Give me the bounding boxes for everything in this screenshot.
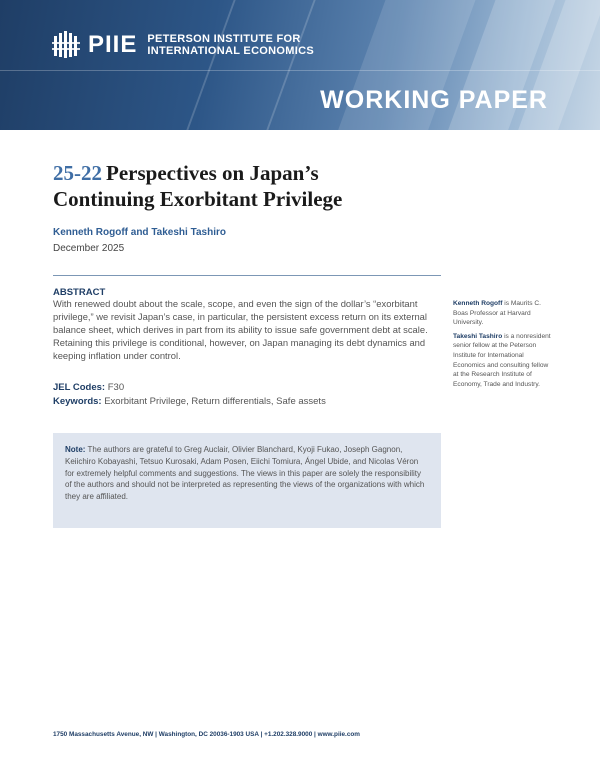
paper-number: 25-22 bbox=[53, 161, 102, 185]
paper-title bbox=[53, 160, 473, 212]
author-bio-text: is a nonresident senior fellow at the Peterson Institute for International Economics and consulting fellow at the Research Institute of Economy, Trade and Industry. bbox=[453, 332, 551, 388]
jel-value: F30 bbox=[107, 382, 125, 393]
jel-codes bbox=[53, 382, 124, 393]
author-bio-text: is Maurits C. Boas Professor at Harvard University. bbox=[453, 300, 541, 327]
org-name bbox=[147, 33, 314, 57]
glass-line bbox=[263, 0, 320, 130]
glass-line bbox=[183, 0, 240, 130]
author-bio bbox=[453, 332, 553, 390]
note-label: Note: bbox=[65, 445, 86, 454]
paper-date: December 2025 bbox=[53, 243, 125, 254]
piie-building-logo-icon bbox=[52, 30, 82, 60]
abstract-heading: ABSTRACT bbox=[53, 287, 106, 298]
title-line2: Continuing Exorbitant Privilege bbox=[53, 187, 343, 211]
author-bio-name: Kenneth Rogoff bbox=[453, 300, 503, 307]
acknowledgement-note bbox=[53, 433, 441, 528]
logo-wordmark: PIIE bbox=[88, 31, 138, 58]
author-bio bbox=[453, 299, 553, 328]
note-text bbox=[65, 444, 429, 503]
footer-contact: 1750 Massachusetts Avenue, NW | Washington, DC 20036-1903 USA | +1.202.328.9000 | www.piie.com bbox=[53, 731, 360, 738]
keywords-label: Keywords: bbox=[53, 396, 102, 407]
author-bios bbox=[453, 299, 553, 393]
divider bbox=[53, 275, 441, 276]
paper-authors: Kenneth Rogoff and Takeshi Tashiro bbox=[53, 227, 226, 238]
author-bio-name: Takeshi Tashiro bbox=[453, 332, 503, 340]
org-name-line2: INTERNATIONAL ECONOMICS bbox=[147, 45, 314, 57]
org-name-line1: PETERSON INSTITUTE FOR bbox=[147, 33, 301, 45]
keywords bbox=[53, 396, 326, 407]
series-label: WORKING PAPER bbox=[320, 86, 548, 114]
abstract-body: With renewed doubt about the scale, scope, and even the sign of the dollar’s “exorbitant privilege,” we revisit Japan’s case, in particular, the persistent excess return on its external balance sheet, which derives in part from its ability to issue safe government debt at scale. Retaining this privilege is conditional, however, on Japan managing its debt dynamics and keeping inflation under control. bbox=[53, 298, 428, 361]
note-body: The authors are grateful to Greg Auclair, Olivier Blanchard, Kyoji Fukao, Joseph Gagnon, Keiichiro Kobayashi, Tetsuo Kurosaki, Adam Posen, Eiichi Tomiura, Ángel Ubide, and Nicolas Véron for extremely helpful comments and suggestions. The views in this paper are solely the responsibility of the authors and should not be interpreted as representing the views of the organizations with which they are affiliated. bbox=[65, 445, 425, 502]
keywords-value: Exorbitant Privilege, Return differentials, Safe assets bbox=[104, 396, 326, 407]
title-line1: Perspectives on Japan’s bbox=[106, 161, 319, 185]
glass-line bbox=[0, 70, 600, 71]
header-banner bbox=[0, 0, 600, 130]
piie-logo[interactable] bbox=[52, 30, 314, 60]
jel-label: JEL Codes: bbox=[53, 382, 106, 393]
